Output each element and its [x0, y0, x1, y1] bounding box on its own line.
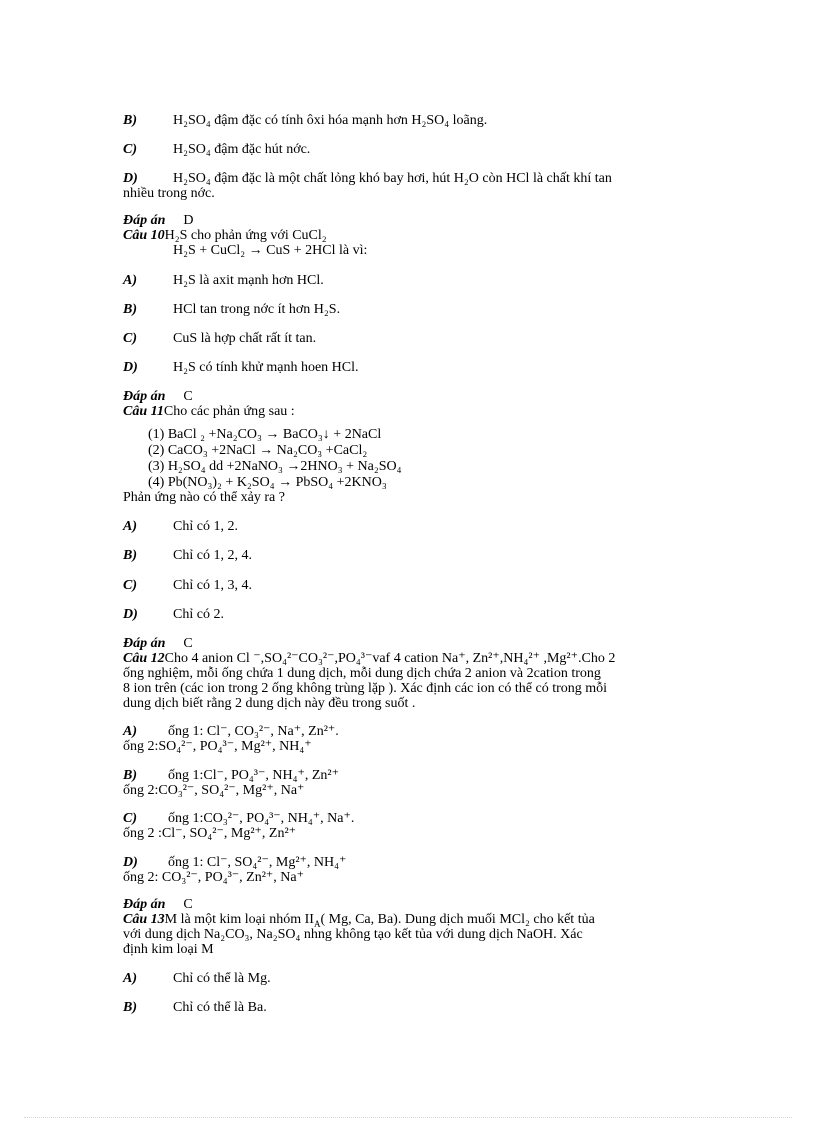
question-text: Cho các phản ứng sau :	[163, 404, 295, 419]
option-label: A)	[123, 519, 137, 534]
q11-reaction-3: (3) H₂SO₄ dd +2NaNO₃ →2HNO₃ + Na₂SO₄	[148, 459, 402, 474]
question-label: Câu 13	[123, 912, 165, 927]
option-text: H₂S là axit mạnh hơn HCl.	[173, 273, 324, 288]
option-text: H₂SO₄ đậm đặc là một chất lỏng khó bay hơi, hút H₂O còn HCl là chất khí tan	[173, 171, 612, 186]
page-bottom-divider	[24, 1117, 792, 1118]
question-text: M là một kim loại nhóm II	[164, 912, 314, 927]
q11-option-d	[123, 607, 224, 622]
q11-reaction-2: (2) CaCO₃ +2NaCl → Na₂CO₃ +CaCl₂	[148, 443, 368, 458]
q12-option-c-line-2: ống 2 :Cl⁻, SO₄²⁻, Mg²⁺, Zn²⁺	[123, 826, 297, 841]
option-text: Chỉ có thể là Mg.	[173, 971, 271, 986]
question-text: H₂S cho phản ứng với CuCl₂	[164, 228, 327, 243]
answer-value: D	[183, 213, 194, 228]
answer-label: Đáp án	[123, 213, 166, 228]
group-subscript: A	[313, 918, 321, 929]
q12-option-a	[123, 724, 339, 739]
question-label: Câu 11	[123, 404, 164, 419]
q12-stem	[123, 651, 615, 666]
option-label: D)	[123, 855, 138, 870]
q12-answer	[123, 897, 193, 912]
q9-option-c	[123, 142, 310, 157]
q11-stem	[123, 404, 295, 419]
q12-stem-line-2: ống nghiệm, mỗi ống chứa 1 dung dịch, mỗi dung dịch chứa 2 anion và 2cation trong	[123, 666, 601, 681]
q10-equation: H₂S + CuCl₂ → CuS + 2HCl là vì:	[173, 243, 368, 258]
q10-answer	[123, 389, 193, 404]
q11-reaction-4: (4) Pb(NO₃)₂ + K₂SO₄ → PbSO₄ +2KNO₃	[148, 475, 387, 490]
question-text: Cho 4 anion Cl ⁻,SO₄²⁻CO₃²⁻,PO₄³⁻vaf 4 cation Na⁺, Zn²⁺,NH₄²⁺ ,Mg²⁺.Cho 2	[164, 651, 616, 666]
q11-answer	[123, 636, 193, 651]
question-label: Câu 12	[123, 651, 165, 666]
q12-stem-line-3: 8 ion trên (các ion trong 2 ống không trùng lặp ). Xác định các ion có thể có trong mỗi	[123, 681, 608, 696]
option-label: B)	[123, 548, 137, 563]
option-label: D)	[123, 171, 138, 186]
option-label: A)	[123, 273, 137, 288]
option-label: D)	[123, 607, 138, 622]
q11-reaction-1: (1) BaCl ₂ +Na₂CO₃ → BaCO₃↓ + 2NaCl	[148, 427, 382, 442]
answer-value: C	[183, 389, 193, 404]
q11-option-c	[123, 578, 252, 593]
option-text: H₂S có tính khử mạnh hoen HCl.	[173, 360, 359, 375]
q9-option-d	[123, 171, 612, 186]
option-label: B)	[123, 302, 137, 317]
option-text: ống 1: Cl⁻, CO₃²⁻, Na⁺, Zn²⁺.	[168, 724, 339, 739]
option-label: C)	[123, 578, 137, 593]
answer-label: Đáp án	[123, 389, 166, 404]
option-text: H₂SO₄ đậm đặc có tính ôxi hóa mạnh hơn H₂SO₄ loãng.	[173, 113, 488, 128]
question-label: Câu 10	[123, 228, 165, 243]
option-text: Chỉ có 1, 3, 4.	[173, 578, 252, 593]
answer-value: C	[183, 636, 193, 651]
q10-option-c	[123, 331, 316, 346]
option-text: HCl tan trong nớc ít hơn H₂S.	[173, 302, 341, 317]
answer-label: Đáp án	[123, 636, 166, 651]
option-text: CuS là hợp chất rất ít tan.	[173, 331, 317, 346]
q13-option-b	[123, 1000, 267, 1015]
option-label: B)	[123, 113, 137, 128]
q12-option-b	[123, 768, 339, 783]
option-text: H₂SO₄ đậm đặc hút nớc.	[173, 142, 311, 157]
q13-stem	[123, 912, 595, 927]
q12-option-b-line-2: ống 2:CO₃²⁻, SO₄²⁻, Mg²⁺, Na⁺	[123, 783, 305, 798]
option-label: B)	[123, 768, 137, 783]
q10-stem	[123, 228, 327, 243]
q10-option-b	[123, 302, 340, 317]
q10-option-d	[123, 360, 359, 375]
q13-option-a	[123, 971, 271, 986]
q9-answer	[123, 213, 194, 228]
q9-option-d-continued: nhiều trong nớc.	[123, 186, 215, 201]
q12-option-a-line-2: ống 2:SO₄²⁻, PO₄³⁻, Mg²⁺, NH₄⁺	[123, 739, 312, 754]
option-text: Chỉ có 1, 2.	[173, 519, 238, 534]
answer-value: C	[183, 897, 193, 912]
q11-option-a	[123, 519, 238, 534]
q11-question: Phản ứng nào có thể xảy ra ?	[123, 490, 285, 505]
option-label: A)	[123, 724, 137, 739]
q10-option-a	[123, 273, 324, 288]
option-text: Chỉ có 1, 2, 4.	[173, 548, 252, 563]
option-text: ống 1:Cl⁻, PO₄³⁻, NH₄⁺, Zn²⁺	[168, 768, 340, 783]
option-text: Chỉ có thể là Ba.	[173, 1000, 267, 1015]
q13-stem-line-2: với dung dịch Na₂CO₃, Na₂SO₄ nhng không tạo kết tủa với dung dịch NaOH. Xác	[123, 927, 583, 942]
q13-stem-line-3: định kim loại M	[123, 942, 214, 957]
option-text: ống 1: Cl⁻, SO₄²⁻, Mg²⁺, NH₄⁺	[168, 855, 347, 870]
option-label: C)	[123, 811, 137, 826]
option-label: C)	[123, 331, 137, 346]
question-text-rest: ( Mg, Ca, Ba). Dung dịch muối MCl₂ cho kết tủa	[320, 912, 595, 927]
q11-option-b	[123, 548, 252, 563]
option-label: B)	[123, 1000, 137, 1015]
option-text: ống 1:CO₃²⁻, PO₄³⁻, NH₄⁺, Na⁺.	[168, 811, 355, 826]
q9-option-b	[123, 113, 487, 128]
option-text: Chỉ có 2.	[173, 607, 224, 622]
q12-stem-line-4: dung dịch biết rằng 2 dung dịch này đều trong suốt .	[123, 696, 416, 711]
option-label: C)	[123, 142, 137, 157]
q12-option-c	[123, 811, 354, 826]
q12-option-d	[123, 855, 346, 870]
answer-label: Đáp án	[123, 897, 166, 912]
option-label: A)	[123, 971, 137, 986]
option-label: D)	[123, 360, 138, 375]
q12-option-d-line-2: ống 2: CO₃²⁻, PO₄³⁻, Zn²⁺, Na⁺	[123, 870, 305, 885]
